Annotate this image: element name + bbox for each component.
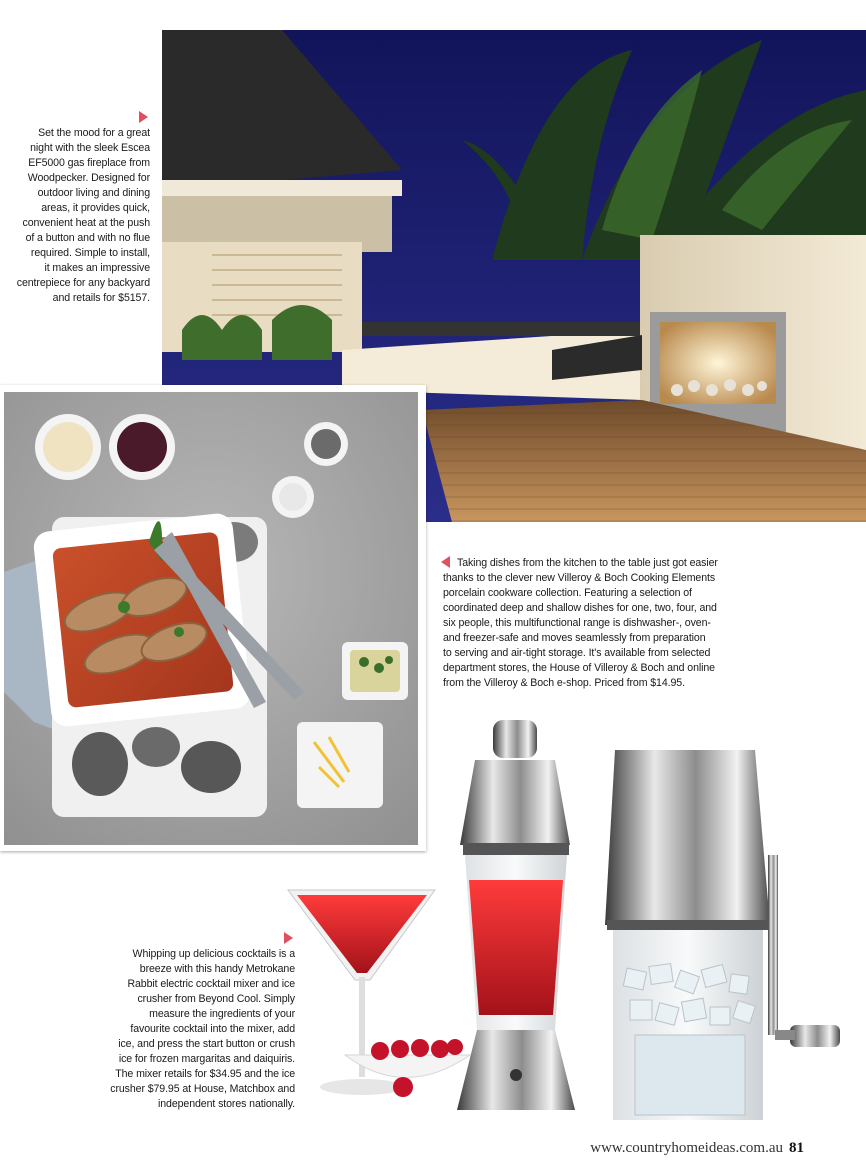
caption-line: independent stores nationally.	[158, 1098, 295, 1110]
caption-line: crusher $79.95 at House, Matchbox and	[110, 1083, 295, 1095]
caption-line: areas, it provides quick,	[41, 202, 150, 214]
caption-line: ice, and press the start button or crush	[118, 1038, 295, 1050]
caption-line: coordinated deep and shallow dishes for one, two, four, and	[443, 602, 717, 614]
cocktail-products-photo	[285, 715, 866, 1140]
footer-url[interactable]: www.countryhomeideas.com.au	[590, 1140, 783, 1156]
caption-line: and retails for $5157.	[52, 292, 150, 304]
caption-line: The mixer retails for $34.95 and the ice	[115, 1068, 295, 1080]
caption-line: of a button and with no flue	[25, 232, 150, 244]
caption-line: Rabbit electric cocktail mixer and ice	[127, 978, 295, 990]
caption-line: crusher from Beyond Cool. Simply	[137, 993, 295, 1005]
fireplace-caption	[0, 126, 150, 306]
caption-arrow-icon	[139, 111, 148, 123]
caption-line: favourite cocktail into the mixer, add	[130, 1023, 295, 1035]
page-number: 81	[789, 1140, 804, 1156]
caption-line: department stores, the House of Villeroy & Boch and online	[443, 662, 715, 674]
caption-line: ice for frozen margaritas and daiquiris.	[118, 1053, 295, 1065]
caption-line: required. Simple to install,	[30, 247, 150, 259]
caption-line: and freezer-safe and moves seamlessly from preparation	[443, 632, 706, 644]
caption-line: from the Villeroy & Boch e-shop. Priced from $14.95.	[443, 677, 685, 689]
caption-line: to serving and air-tight storage. It's available from selected	[443, 647, 711, 659]
caption-line: EF5000 gas fireplace from	[28, 157, 150, 169]
page-footer	[590, 1140, 804, 1157]
caption-line: Whipping up delicious cocktails is a	[132, 948, 295, 960]
caption-line: Set the mood for a great	[38, 127, 150, 139]
caption-line: outdoor living and dining	[37, 187, 150, 199]
caption-line: six people, this multifunctional range is dishwasher-, oven-	[443, 617, 711, 629]
caption-line: it makes an impressive	[44, 262, 150, 274]
cookware-caption	[443, 556, 843, 691]
caption-line: measure the ingredients of your	[149, 1008, 295, 1020]
caption-line: breeze with this handy Metrokane	[139, 963, 295, 975]
caption-line: centrepiece for any backyard	[16, 277, 150, 289]
caption-line: night with the sleek Escea	[30, 142, 150, 154]
cocktail-caption	[85, 947, 295, 1112]
caption-line: convenient heat at the push	[22, 217, 150, 229]
caption-line: porcelain cookware collection. Featuring a selection of	[443, 587, 692, 599]
caption-line: Woodpecker. Designed for	[27, 172, 150, 184]
caption-line: thanks to the clever new Villeroy & Boch Cooking Elements	[443, 572, 716, 584]
caption-line: Taking dishes from the kitchen to the table just got easier	[457, 557, 718, 569]
